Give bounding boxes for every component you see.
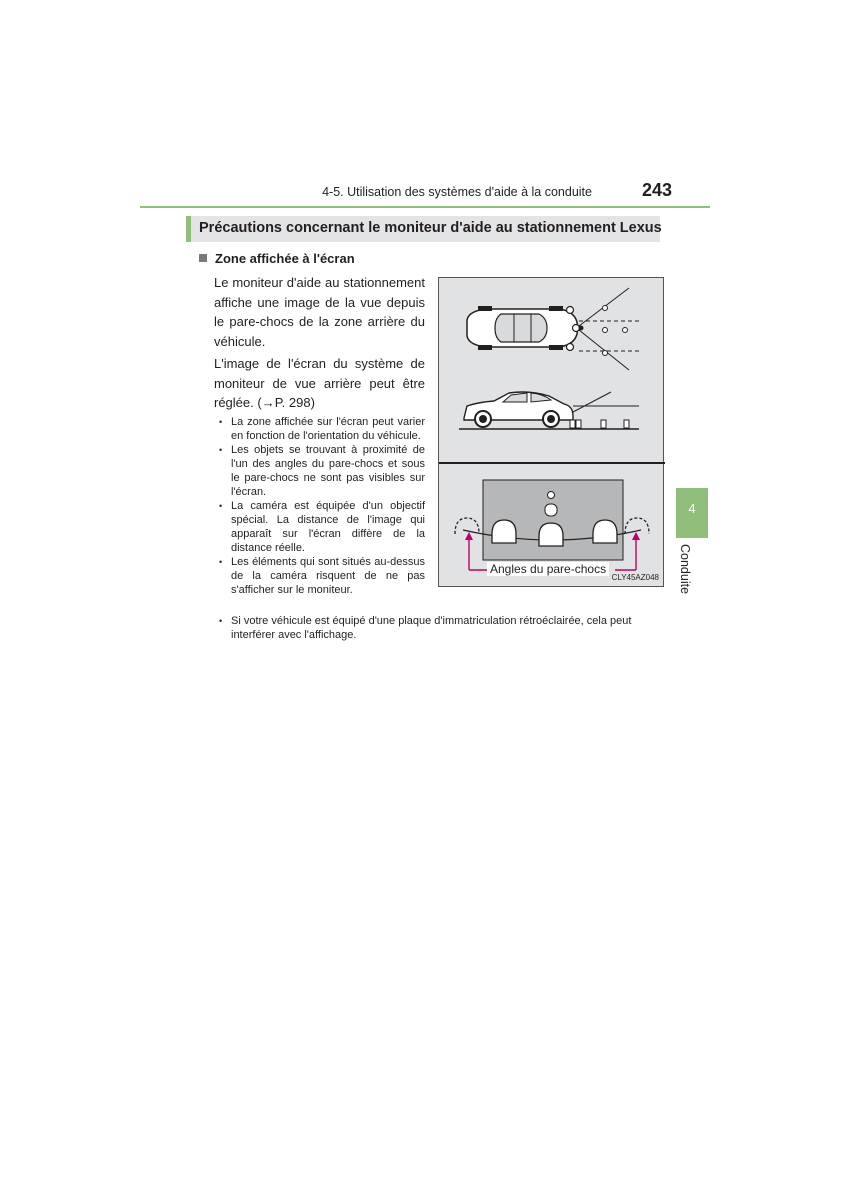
parking-diagram: [439, 278, 665, 588]
chapter-name: Conduite: [678, 544, 692, 595]
section-heading-bar: [186, 216, 660, 242]
chapter-side-label: [668, 540, 716, 606]
chapter-tab: 4: [676, 488, 708, 538]
subsection-heading: [199, 251, 355, 266]
list-item: • Les objets se trouvant à proximité de l'un des angles du pare-chocs et sous le pare-chocs ne sont pas visibles sur l'écran.: [219, 443, 425, 499]
car-side-view-icon: [464, 392, 573, 427]
list-item: • La caméra est équipée d'un objectif spécial. La distance de l'image qui apparaît sur l'écran diffère de la distance réelle.: [219, 499, 425, 555]
paragraph-adjust: L'image de l'écran du système de moniteur de vue arrière peut être réglée. (→P. 298): [214, 356, 425, 410]
subsection-title: Zone affichée à l'écran: [215, 251, 355, 266]
notes-list: [219, 415, 425, 597]
figure-callout-label: Angles du pare-chocs: [487, 562, 609, 576]
list-item: • La zone affichée sur l'écran peut varier en fonction de l'orientation du véhicule.: [219, 415, 425, 443]
list-item: • Si votre véhicule est équipé d'une plaque d'immatriculation rétroéclairée, cela peut interférer avec l'affichage.: [219, 614, 661, 642]
list-item: • Les éléments qui sont situés au-dessus de la caméra risquent de ne pas s'afficher sur le moniteur.: [219, 555, 425, 597]
section-title: Précautions concernant le moniteur d'aide au stationnement Lexus: [199, 220, 662, 236]
header-rule: [140, 206, 710, 208]
page-number: 243: [641, 180, 672, 200]
figure-code: CLY45AZ048: [611, 573, 659, 582]
running-header-title: 4-5. Utilisation des systèmes d'aide à la conduite: [322, 185, 592, 199]
car-top-view-icon: [467, 306, 578, 350]
paragraph-intro: Le moniteur d'aide au stationnement affiche une image de la vue depuis le pare-chocs de la zone arrière du véhicule.: [214, 275, 425, 349]
rear-camera-figure: [438, 277, 664, 587]
square-bullet-icon: [199, 254, 207, 262]
